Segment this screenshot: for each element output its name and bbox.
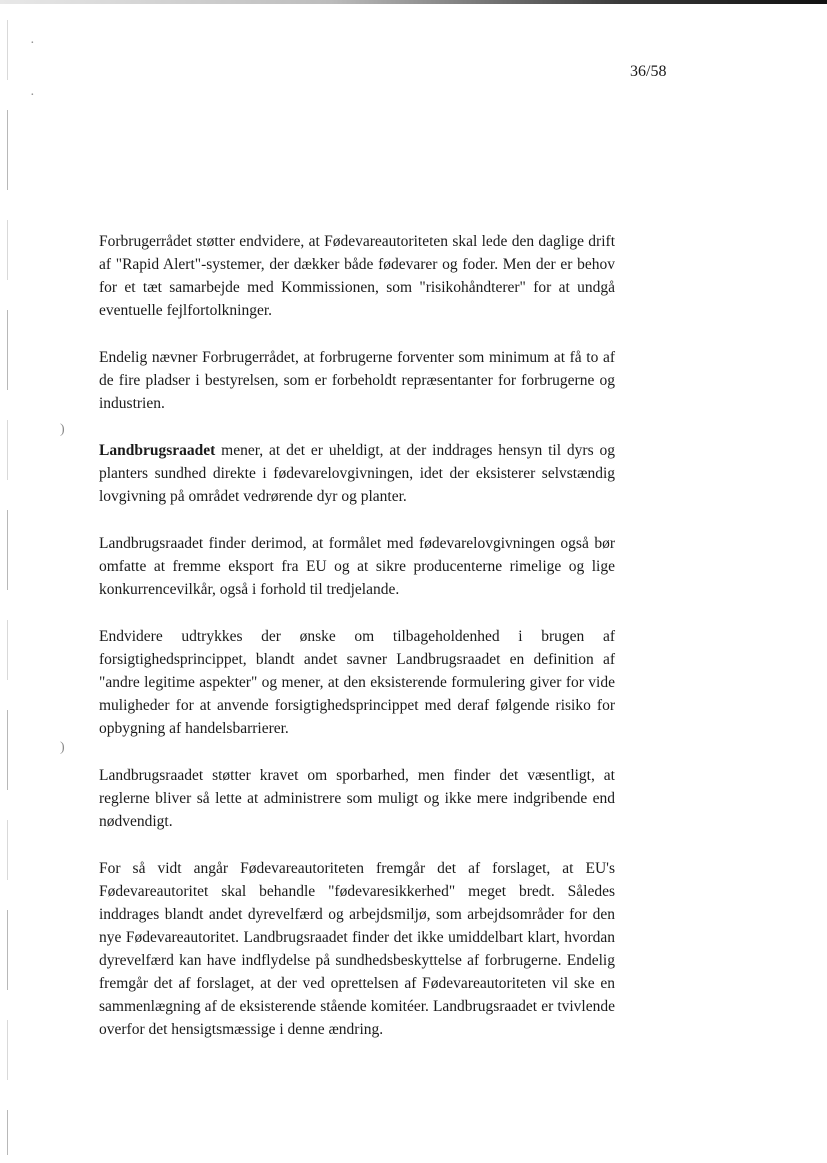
page-number: 36/58 [630,63,667,80]
paragraph [99,230,615,322]
paragraph-text: mener, at det er uheldigt, at der inddrages hensyn til dyrs og planters sundhed direkte i fødevarelovgivningen, idet der eksisterer selvstændig lovgivning på området vedrørende dyr og planter. [99,442,615,505]
scan-left-edge [7,20,8,1155]
paragraph-text: Endelig nævner Forbrugerrådet, at forbrugerne forventer som minimum at få to af de fire pladser i bestyrelsen, som er forbeholdt repræsentanter for forbrugerne og industrien. [99,349,615,412]
paragraph [99,439,615,508]
paragraph-lead-bold: Landbrugsraadet [99,442,216,459]
scan-bracket-mark: ) [60,422,65,437]
scan-top-border [0,0,827,4]
document-body [99,230,615,1065]
scan-speck: · [30,36,35,51]
paragraph [99,346,615,415]
paragraph-text: Forbrugerrådet støtter endvidere, at Fødevareautoriteten skal lede den daglige drift af "Rapid Alert"-systemer, der dækker både fødevarer og foder. Men der er behov for et tæt samarbejde med Kommissionen, som "risikohåndterer" for at undgå eventuelle fejlfortolkninger. [99,233,615,319]
scan-speck: · [30,88,35,103]
paragraph [99,764,615,833]
paragraph [99,625,615,740]
scan-bracket-mark: ) [60,740,65,755]
paragraph-text: Endvidere udtrykkes der ønske om tilbageholdenhed i brugen af forsigtighedsprincippet, blandt andet savner Landbrugsraadet en definition af "andre legitime aspekter" og mener, at den eksisterende formulering giver for vide muligheder for at anvende forsigtighedsprincippet med deraf følgende risiko for opbygning af handelsbarrierer. [99,628,615,737]
paragraph [99,532,615,601]
paragraph-text: Landbrugsraadet støtter kravet om sporbarhed, men finder det væsentligt, at reglerne bliver så lette at administrere som muligt og ikke mere indgribende end nødvendigt. [99,767,615,830]
paragraph-text: For så vidt angår Fødevareautoriteten fremgår det af forslaget, at EU's Fødevareautoritet skal behandle "fødevaresikkerhed" meget bredt. Således inddrages blandt andet dyrevelfærd og arbejdsmiljø, som arbejdsområder for den nye Fødevareautoritet. Landbrugsraadet finder det ikke umiddelbart klart, hvordan dyrevelfærd kan have indflydelse på sundhedsbeskyttelse af forbrugerne. Endelig fremgår det af forslaget, at der ved oprettelsen af Fødevareautoriteten vil ske en sammenlægning af de eksisterende stående komitéer. Landbrugsraadet er tvivlende overfor det hensigtsmæssige i denne ændring. [99,860,615,1038]
paragraph-text: Landbrugsraadet finder derimod, at formålet med fødevarelovgivningen også bør omfatte at fremme eksport fra EU og at sikre producenterne rimelige og lige konkurrencevilkår, også i forhold til tredjelande. [99,535,615,598]
paragraph [99,857,615,1041]
